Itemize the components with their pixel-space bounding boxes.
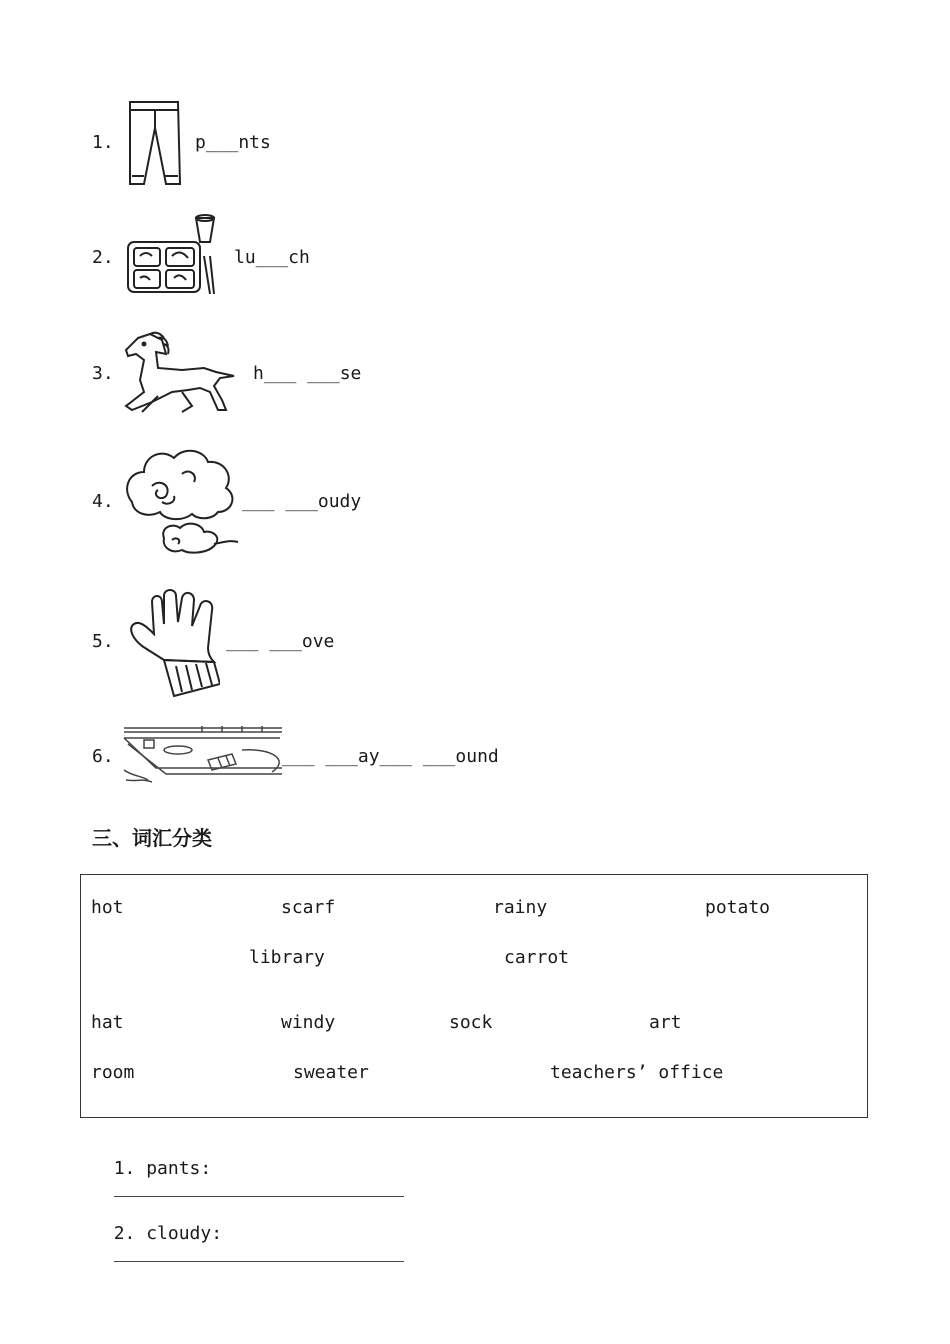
item-number: 2. [92, 247, 114, 268]
spelling-word: ___ ___ay___ ___ound [282, 746, 499, 767]
word-item: room [91, 1062, 135, 1083]
lunch-tray-icon [124, 212, 220, 298]
word-item: teachers’ office [550, 1062, 724, 1083]
word-item: art [649, 1012, 682, 1033]
item-number: 6. [92, 746, 114, 767]
word-item: hat [91, 1012, 124, 1033]
answer-row-pants [92, 1136, 404, 1203]
horse-icon [122, 330, 240, 414]
section-heading: 三、词汇分类 [92, 826, 212, 850]
spelling-word: h___ ___se [253, 363, 362, 384]
answer-label: 1. pants: [113, 1158, 212, 1179]
spelling-word: lu___ch [234, 247, 310, 268]
word-item: library [249, 947, 325, 968]
word-item: sweater [293, 1062, 369, 1083]
word-item: scarf [281, 897, 336, 918]
word-item: rainy [493, 897, 548, 918]
spelling-word: p___nts [195, 132, 271, 153]
spelling-word: ___ ___oudy [242, 491, 362, 512]
word-item: sock [449, 1012, 493, 1033]
word-box [80, 874, 868, 1118]
word-item: hot [91, 897, 124, 918]
word-item: windy [281, 1012, 336, 1033]
pants-icon [124, 98, 184, 190]
answer-row-cloudy [92, 1201, 404, 1268]
item-number: 4. [92, 491, 114, 512]
item-number: 5. [92, 631, 114, 652]
word-item: potato [705, 897, 771, 918]
cloud-icon [122, 446, 242, 558]
item-number: 1. [92, 132, 114, 153]
playground-icon [122, 724, 282, 786]
glove-icon [124, 586, 220, 698]
spelling-word: ___ ___ove [226, 631, 335, 652]
item-number: 3. [92, 363, 114, 384]
answer-blank[interactable] [114, 1245, 404, 1262]
answer-blank[interactable] [114, 1180, 404, 1197]
word-item: carrot [504, 947, 570, 968]
answer-label: 2. cloudy: [113, 1223, 223, 1244]
